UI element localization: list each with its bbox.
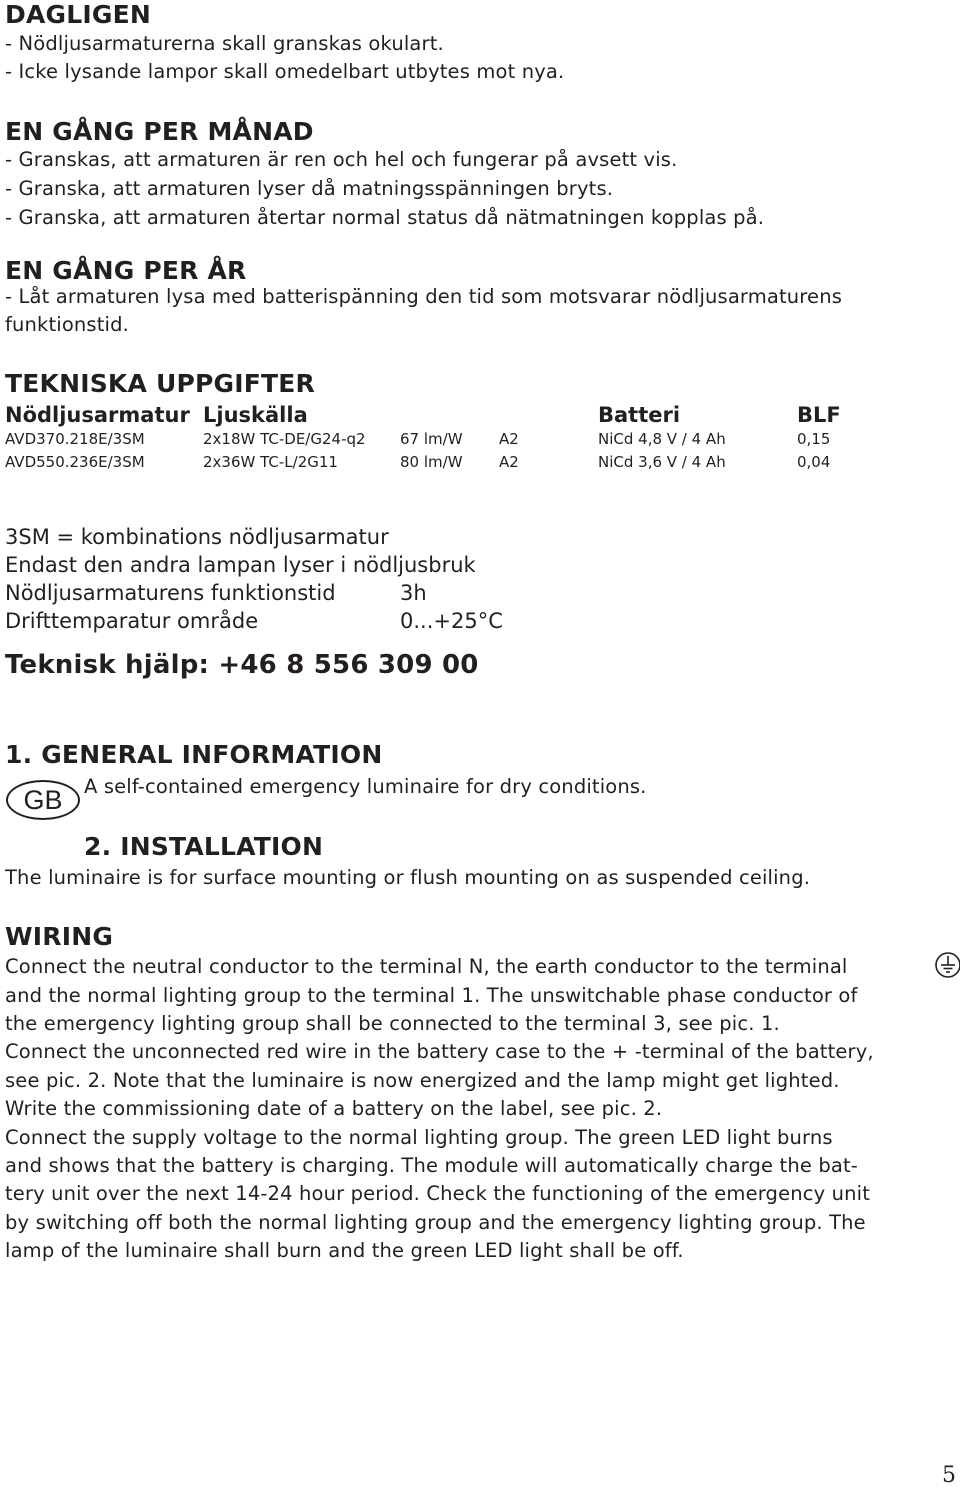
table-cell-model: AVD370.218E/3SM — [5, 430, 145, 448]
support-phone: Teknisk hjälp: +46 8 556 309 00 — [5, 650, 479, 680]
column-header-blf: BLF — [797, 403, 841, 427]
wiring-line: lamp of the luminaire shall burn and the green LED light shall be off. — [5, 1239, 684, 1262]
general-heading: 1. GENERAL INFORMATION — [5, 740, 383, 769]
wiring-line: by switching off both the normal lighting group and the emergency lighting group. The — [5, 1211, 866, 1234]
wiring-line: and shows that the battery is charging. The module will automatically charge the bat- — [5, 1154, 858, 1177]
wiring-line: tery unit over the next 14-24 hour period. Check the functioning of the emergency unit — [5, 1182, 871, 1205]
wiring-line: Connect the neutral conductor to the terminal N, the earth conductor to the terminal — [5, 955, 848, 978]
wiring-line: Write the commissioning date of a battery on the label, see pic. 2. — [5, 1097, 663, 1120]
monthly-heading: EN GÅNG PER MÅNAD — [5, 117, 314, 146]
wiring-line: see pic. 2. Note that the luminaire is now energized and the lamp might get lighted. — [5, 1069, 840, 1092]
installation-heading: 2. INSTALLATION — [84, 832, 324, 861]
page-number: 5 — [942, 1463, 956, 1488]
wiring-line: Connect the supply voltage to the normal lighting group. The green LED light burns — [5, 1126, 833, 1149]
table-cell-battery: NiCd 4,8 V / 4 Ah — [598, 430, 726, 448]
yearly-line: - Låt armaturen lysa med batterispänning den tid som motsvarar nödljusarmaturens — [5, 285, 843, 308]
column-header-battery: Batteri — [598, 403, 681, 427]
column-header-luminaire: Nödljusarmatur — [5, 403, 190, 427]
note-line: Endast den andra lampan lyser i nödljusbruk — [5, 553, 476, 577]
daily-heading: DAGLIGEN — [5, 0, 151, 29]
daily-line: - Icke lysande lampor skall omedelbart utbytes mot nya. — [5, 60, 565, 83]
installation-text: The luminaire is for surface mounting or flush mounting on as suspended ceiling. — [5, 866, 811, 889]
spec-label: Drifttemparatur område — [5, 609, 259, 633]
table-cell-efficacy: 80 lm/W — [400, 453, 463, 471]
table-cell-lamp: 2x18W TC-DE/G24-q2 — [203, 430, 366, 448]
language-badge-gb: GB — [6, 780, 80, 820]
spec-label: Nödljusarmaturens funktionstid — [5, 581, 336, 605]
wiring-heading: WIRING — [5, 922, 114, 951]
yearly-line: funktionstid. — [5, 313, 129, 336]
technical-heading: TEKNISKA UPPGIFTER — [5, 369, 315, 398]
monthly-line: - Granskas, att armaturen är ren och hel och fungerar på avsett vis. — [5, 148, 678, 171]
table-cell-battery: NiCd 3,6 V / 4 Ah — [598, 453, 726, 471]
table-cell-blf: 0,04 — [797, 453, 831, 471]
wiring-line: the emergency lighting group shall be connected to the terminal 3, see pic. 1. — [5, 1012, 780, 1035]
general-text: A self-contained emergency luminaire for dry conditions. — [84, 775, 647, 798]
wiring-line: Connect the unconnected red wire in the battery case to the + -terminal of the battery, — [5, 1040, 874, 1063]
table-cell-lamp: 2x36W TC-L/2G11 — [203, 453, 338, 471]
wiring-line: and the normal lighting group to the terminal 1. The unswitchable phase conductor of — [5, 984, 858, 1007]
note-line: 3SM = kombinations nödljusarmatur — [5, 525, 389, 549]
table-cell-class: A2 — [499, 430, 519, 448]
protective-earth-icon — [934, 951, 960, 979]
daily-line: - Nödljusarmaturerna skall granskas okulart. — [5, 32, 444, 55]
table-cell-class: A2 — [499, 453, 519, 471]
spec-value: 0...+25°C — [400, 609, 503, 633]
monthly-line: - Granska, att armaturen återtar normal status då nätmatningen kopplas på. — [5, 206, 765, 229]
column-header-source: Ljuskälla — [203, 403, 308, 427]
table-cell-model: AVD550.236E/3SM — [5, 453, 145, 471]
table-cell-blf: 0,15 — [797, 430, 831, 448]
spec-value: 3h — [400, 581, 427, 605]
yearly-heading: EN GÅNG PER ÅR — [5, 256, 247, 285]
monthly-line: - Granska, att armaturen lyser då matningsspänningen bryts. — [5, 177, 614, 200]
table-cell-efficacy: 67 lm/W — [400, 430, 463, 448]
